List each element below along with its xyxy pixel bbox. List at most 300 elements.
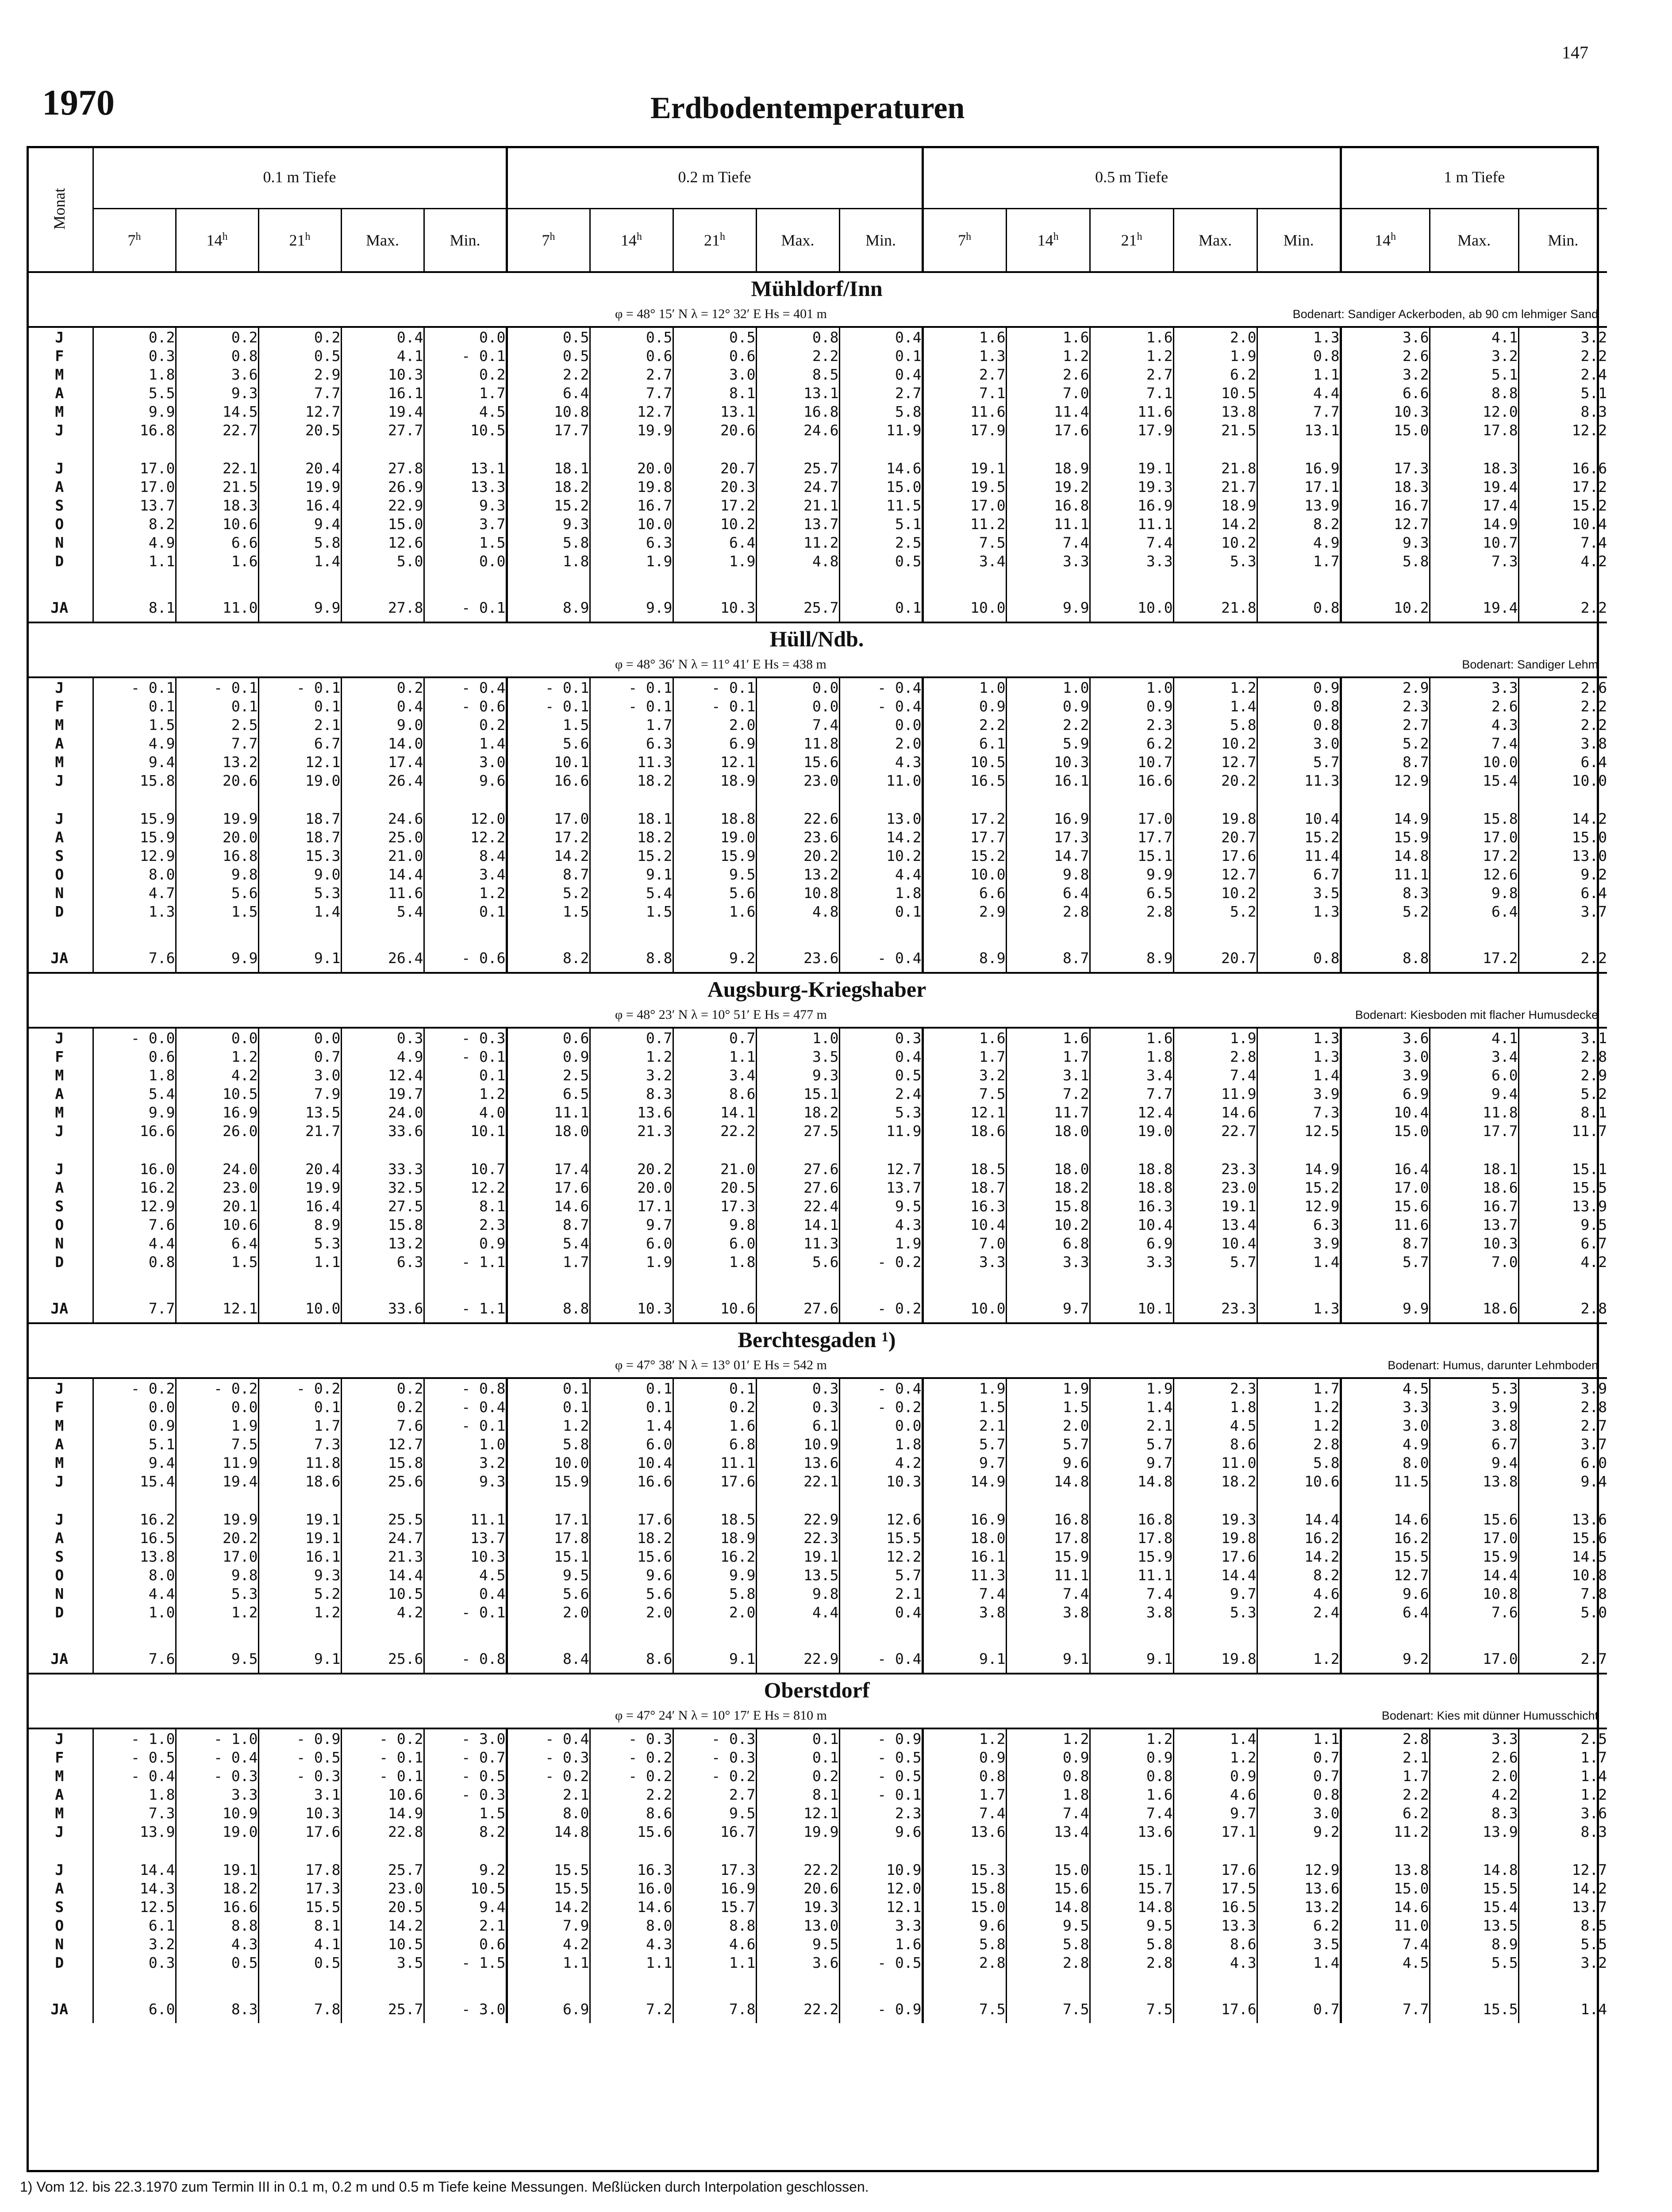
value-cell: 9.4: [258, 515, 341, 533]
value-cell: 14.6: [1341, 1897, 1430, 1916]
value-cell: 1.5: [922, 1398, 1006, 1416]
value-cell: 4.9: [93, 533, 176, 552]
value-cell: 8.9: [258, 1215, 341, 1234]
spacer-cell: [1518, 1621, 1607, 1644]
value-cell: 13.6: [1518, 1510, 1607, 1528]
value-cell: 12.1: [673, 753, 756, 771]
spacer-cell: [922, 790, 1006, 809]
value-cell: 8.3: [1341, 883, 1430, 902]
footnote: 1) Vom 12. bis 22.3.1970 zum Termin III in 0.1 m, 0.2 m und 0.5 m Tiefe keine Messungen. Meßlücken durch Interpolation geschlossen.: [20, 2179, 869, 2195]
value-cell: 2.2: [1518, 697, 1607, 715]
value-cell: 5.6: [507, 1584, 590, 1603]
value-cell: 16.9: [673, 1879, 756, 1897]
spacer-cell: [590, 921, 673, 944]
value-cell: 17.0: [176, 1547, 258, 1566]
value-cell: 9.4: [93, 1453, 176, 1472]
value-cell: 15.8: [1006, 1197, 1090, 1215]
value-cell: 25.7: [341, 1860, 424, 1879]
month-label: JA: [50, 949, 69, 967]
value-cell: 6.4: [1430, 902, 1518, 921]
value-cell: - 3.0: [424, 1728, 507, 1748]
value-cell: 10.2: [1173, 734, 1257, 753]
value-cell: 9.4: [1518, 1472, 1607, 1490]
value-cell: 9.9: [1090, 865, 1173, 883]
value-cell: 12.7: [1518, 1860, 1607, 1879]
spacer-cell: [341, 570, 424, 593]
spacer-row: [27, 570, 1607, 593]
monat-label: Monat: [50, 188, 69, 230]
value-cell: 7.7: [1257, 402, 1341, 421]
value-cell: 24.6: [756, 421, 839, 439]
value-cell: 7.3: [93, 1804, 176, 1822]
value-cell: 21.8: [1173, 459, 1257, 477]
value-cell: 9.5: [756, 1935, 839, 1953]
value-cell: 33.6: [341, 1121, 424, 1140]
value-cell: 7.6: [341, 1416, 424, 1435]
value-cell: 15.0: [1341, 1121, 1430, 1140]
value-cell: 15.2: [1518, 496, 1607, 515]
value-cell: 17.0: [1090, 809, 1173, 828]
value-cell: - 0.4: [93, 1767, 176, 1785]
value-cell: 1.4: [1090, 1398, 1173, 1416]
value-cell: 8.5: [1518, 1916, 1607, 1935]
month-label: A: [55, 1786, 64, 1803]
value-cell: - 0.4: [424, 677, 507, 697]
value-cell: 9.7: [1173, 1584, 1257, 1603]
value-cell: 7.6: [93, 1644, 176, 1674]
value-cell: 11.6: [922, 402, 1006, 421]
spacer-cell: [424, 921, 507, 944]
value-cell: 1.0: [756, 1028, 839, 1047]
value-cell: 15.0: [1341, 421, 1430, 439]
value-cell: - 1.1: [424, 1252, 507, 1271]
value-cell: 10.4: [590, 1453, 673, 1472]
value-cell: 0.5: [839, 552, 922, 570]
value-cell: 21.1: [756, 496, 839, 515]
value-cell: 1.3: [1257, 1294, 1341, 1323]
spacer-cell: [1257, 1621, 1341, 1644]
value-cell: 10.0: [1430, 753, 1518, 771]
value-cell: 16.2: [1257, 1528, 1341, 1547]
value-cell: 10.6: [176, 515, 258, 533]
value-cell: 12.0: [1430, 402, 1518, 421]
value-cell: 10.3: [341, 365, 424, 384]
value-cell: 22.1: [756, 1472, 839, 1490]
value-cell: 18.9: [1173, 496, 1257, 515]
value-cell: 5.8: [1006, 1935, 1090, 1953]
value-cell: 2.2: [1518, 944, 1607, 973]
value-cell: 7.4: [1090, 1584, 1173, 1603]
month-label: J: [55, 459, 64, 477]
spacer-cell: [839, 921, 922, 944]
value-cell: 8.6: [590, 1644, 673, 1674]
value-cell: 15.6: [1430, 1510, 1518, 1528]
value-cell: 1.6: [176, 552, 258, 570]
value-cell: 11.5: [1341, 1472, 1430, 1490]
value-cell: 12.9: [1257, 1860, 1341, 1879]
value-cell: 5.7: [922, 1435, 1006, 1453]
value-cell: 16.9: [1006, 809, 1090, 828]
value-cell: 19.9: [258, 1178, 341, 1197]
value-cell: 10.4: [1090, 1215, 1173, 1234]
soil-type: Bodenart: Sandiger Ackerboden, ab 90 cm lehmiger Sand: [1292, 307, 1599, 321]
value-cell: 16.4: [1341, 1160, 1430, 1178]
value-cell: 9.7: [1173, 1804, 1257, 1822]
value-cell: 9.3: [176, 384, 258, 402]
value-cell: 27.8: [341, 459, 424, 477]
month-row: [27, 1767, 1607, 1785]
value-cell: 7.4: [922, 1804, 1006, 1822]
value-cell: 9.9: [1006, 593, 1090, 622]
value-cell: 18.5: [673, 1510, 756, 1528]
value-cell: 3.9: [1518, 1378, 1607, 1398]
value-cell: 2.6: [1430, 1748, 1518, 1767]
value-cell: 12.7: [590, 402, 673, 421]
value-cell: 5.4: [93, 1084, 176, 1103]
month-row: [27, 1398, 1607, 1416]
value-cell: 8.2: [507, 944, 590, 973]
spacer-cell: [1006, 1271, 1090, 1294]
month-label: A: [55, 1179, 64, 1196]
spacer-cell: [258, 439, 341, 459]
value-cell: 0.1: [93, 697, 176, 715]
value-cell: 4.3: [839, 753, 922, 771]
spacer-cell: [1341, 1621, 1430, 1644]
spacer-cell: [1006, 1621, 1090, 1644]
value-cell: 13.6: [1090, 1822, 1173, 1841]
value-cell: 7.7: [93, 1294, 176, 1323]
value-cell: - 0.2: [507, 1767, 590, 1785]
hour-suffix: h: [637, 231, 642, 242]
value-cell: 4.2: [1430, 1785, 1518, 1804]
spacer-cell: [1173, 570, 1257, 593]
value-cell: 0.3: [93, 346, 176, 365]
month-row: [27, 1953, 1607, 1972]
value-cell: 0.8: [1257, 944, 1341, 973]
value-cell: 11.0: [1173, 1453, 1257, 1472]
value-cell: 1.0: [1006, 677, 1090, 697]
spacer-cell: [1090, 921, 1173, 944]
value-cell: 11.1: [1341, 865, 1430, 883]
value-cell: 10.5: [922, 753, 1006, 771]
value-cell: 3.0: [1257, 1804, 1341, 1822]
value-cell: 9.6: [922, 1916, 1006, 1935]
month-label: A: [55, 384, 64, 402]
spacer-cell: [27, 1140, 93, 1160]
value-cell: 1.3: [1257, 1028, 1341, 1047]
month-row: [27, 1103, 1607, 1121]
spacer-cell: [1090, 1490, 1173, 1510]
spacer-cell: [1430, 1841, 1518, 1860]
value-cell: 13.9: [1257, 496, 1341, 515]
station-coordinates: φ = 47° 24′ N λ = 10° 17′ E Hs = 810 m: [615, 1708, 827, 1723]
value-cell: 1.0: [1090, 677, 1173, 697]
month-label: S: [55, 1898, 64, 1916]
value-cell: 12.1: [839, 1897, 922, 1916]
value-cell: - 0.2: [590, 1748, 673, 1767]
value-cell: 9.8: [1430, 883, 1518, 902]
value-cell: 15.2: [922, 846, 1006, 865]
value-cell: - 0.5: [839, 1748, 922, 1767]
value-cell: 14.8: [507, 1822, 590, 1841]
value-cell: 2.7: [1341, 715, 1430, 734]
value-cell: 5.7: [1341, 1252, 1430, 1271]
value-cell: - 0.4: [839, 677, 922, 697]
spacer-cell: [1006, 439, 1090, 459]
value-cell: 0.4: [341, 697, 424, 715]
value-cell: 17.2: [673, 496, 756, 515]
value-cell: 14.4: [1173, 1566, 1257, 1584]
spacer-cell: [1090, 1972, 1173, 1995]
spacer-cell: [922, 1490, 1006, 1510]
spacer-cell: [507, 790, 590, 809]
value-cell: 17.6: [1006, 421, 1090, 439]
value-cell: 27.6: [756, 1294, 839, 1323]
value-cell: 13.9: [93, 1822, 176, 1841]
month-label: A: [55, 734, 64, 752]
value-cell: 10.7: [1430, 533, 1518, 552]
value-cell: 1.1: [258, 1252, 341, 1271]
spacer-cell: [922, 439, 1006, 459]
value-cell: 16.2: [93, 1510, 176, 1528]
value-cell: 22.9: [756, 1644, 839, 1674]
value-cell: 1.6: [673, 1416, 756, 1435]
value-cell: 19.0: [1090, 1121, 1173, 1140]
month-label: M: [55, 1804, 64, 1822]
value-cell: 17.8: [258, 1860, 341, 1879]
value-cell: 11.7: [1518, 1121, 1607, 1140]
spacer-cell: [176, 1841, 258, 1860]
spacer-cell: [756, 1490, 839, 1510]
hour-21-header: [258, 209, 341, 273]
value-cell: 17.3: [1341, 459, 1430, 477]
value-cell: 10.0: [1518, 771, 1607, 790]
value-cell: 18.7: [922, 1178, 1006, 1197]
value-cell: 1.7: [424, 384, 507, 402]
value-cell: 0.1: [176, 697, 258, 715]
value-cell: 1.9: [839, 1234, 922, 1252]
value-cell: 0.7: [258, 1047, 341, 1066]
spacer-cell: [1090, 790, 1173, 809]
spacer-cell: [1173, 1490, 1257, 1510]
month-row: [27, 1935, 1607, 1953]
value-cell: 1.2: [424, 883, 507, 902]
value-cell: 2.2: [756, 346, 839, 365]
value-cell: 1.7: [1257, 552, 1341, 570]
value-cell: 16.8: [93, 421, 176, 439]
value-cell: 21.0: [341, 846, 424, 865]
value-cell: 2.0: [590, 1603, 673, 1621]
value-cell: 20.7: [1173, 944, 1257, 973]
value-cell: 7.3: [1257, 1103, 1341, 1121]
value-cell: 9.2: [1341, 1644, 1430, 1674]
value-cell: 5.5: [1430, 1953, 1518, 1972]
value-cell: 0.5: [176, 1953, 258, 1972]
value-cell: 18.6: [1430, 1178, 1518, 1197]
value-cell: 2.7: [1090, 365, 1173, 384]
value-cell: 13.5: [756, 1566, 839, 1584]
value-cell: 12.2: [424, 828, 507, 846]
value-cell: 6.4: [673, 533, 756, 552]
value-cell: 0.2: [341, 677, 424, 697]
value-cell: 13.9: [1518, 1197, 1607, 1215]
month-label: J: [55, 1122, 64, 1140]
value-cell: 0.0: [424, 552, 507, 570]
value-cell: 4.2: [507, 1935, 590, 1953]
value-cell: 5.8: [507, 1435, 590, 1453]
value-cell: 7.1: [1090, 384, 1173, 402]
value-cell: 6.7: [1257, 865, 1341, 883]
value-cell: 6.5: [507, 1084, 590, 1103]
value-cell: - 0.1: [424, 346, 507, 365]
value-cell: 14.6: [590, 1897, 673, 1916]
station-name: Mühldorf/Inn: [27, 272, 1607, 304]
month-row: [27, 1453, 1607, 1472]
value-cell: 17.3: [673, 1197, 756, 1215]
spacer-cell: [1518, 790, 1607, 809]
value-cell: 15.1: [1090, 846, 1173, 865]
value-cell: 5.5: [93, 384, 176, 402]
value-cell: 5.6: [176, 883, 258, 902]
value-cell: 15.3: [922, 1860, 1006, 1879]
value-cell: 13.0: [756, 1916, 839, 1935]
hour-value: 14: [1375, 231, 1391, 249]
month-row: [27, 1252, 1607, 1271]
value-cell: 23.0: [756, 771, 839, 790]
value-cell: 23.0: [1173, 1178, 1257, 1197]
spacer-cell: [27, 1271, 93, 1294]
value-cell: 9.9: [673, 1566, 756, 1584]
value-cell: 15.8: [922, 1879, 1006, 1897]
value-cell: 2.8: [1173, 1047, 1257, 1066]
value-cell: 10.0: [922, 593, 1006, 622]
value-cell: 25.6: [341, 1472, 424, 1490]
station-header-row: [27, 622, 1607, 654]
value-cell: 0.1: [258, 697, 341, 715]
value-cell: 8.1: [756, 1785, 839, 1804]
month-label: M: [55, 1066, 64, 1084]
value-cell: 10.0: [1090, 593, 1173, 622]
value-cell: 16.2: [1341, 1528, 1430, 1547]
value-cell: 14.9: [1257, 1160, 1341, 1178]
value-cell: 16.2: [673, 1547, 756, 1566]
value-cell: 9.1: [590, 865, 673, 883]
month-row: [27, 1378, 1607, 1398]
value-cell: 14.2: [341, 1916, 424, 1935]
annual-row: [27, 1294, 1607, 1323]
value-cell: 7.4: [1430, 734, 1518, 753]
value-cell: - 0.1: [590, 697, 673, 715]
spacer-cell: [176, 921, 258, 944]
value-cell: 0.9: [424, 1234, 507, 1252]
value-cell: 1.2: [1173, 677, 1257, 697]
hour-value: 14: [1037, 231, 1053, 249]
value-cell: 10.8: [507, 402, 590, 421]
spacer-cell: [673, 921, 756, 944]
spacer-cell: [507, 1841, 590, 1860]
month-row: [27, 365, 1607, 384]
depth-header-1m: 1 m Tiefe: [1341, 146, 1607, 209]
value-cell: 0.4: [424, 1584, 507, 1603]
value-cell: 0.1: [424, 1066, 507, 1084]
value-cell: 17.8: [1006, 1528, 1090, 1547]
hour-suffix: h: [305, 231, 311, 242]
spacer-cell: [673, 570, 756, 593]
value-cell: 16.7: [590, 496, 673, 515]
value-cell: 8.7: [1341, 1234, 1430, 1252]
value-cell: 16.3: [590, 1860, 673, 1879]
value-cell: 16.0: [93, 1160, 176, 1178]
value-cell: 23.0: [341, 1879, 424, 1897]
spacer-cell: [93, 921, 176, 944]
value-cell: 10.2: [1173, 883, 1257, 902]
month-label: M: [55, 365, 64, 383]
value-cell: 5.8: [673, 1584, 756, 1603]
value-cell: 11.8: [258, 1453, 341, 1472]
value-cell: 16.8: [1006, 496, 1090, 515]
spacer-cell: [1173, 1271, 1257, 1294]
value-cell: 2.9: [1341, 677, 1430, 697]
value-cell: 11.6: [1090, 402, 1173, 421]
value-cell: 16.7: [673, 1822, 756, 1841]
value-cell: 15.2: [1257, 1178, 1341, 1197]
spacer-cell: [258, 1841, 341, 1860]
value-cell: 10.9: [176, 1804, 258, 1822]
spacer-cell: [590, 1140, 673, 1160]
value-cell: 5.8: [507, 533, 590, 552]
value-cell: 6.0: [673, 1234, 756, 1252]
value-cell: 11.1: [1090, 515, 1173, 533]
spacer-cell: [1341, 790, 1430, 809]
value-cell: 10.7: [1090, 753, 1173, 771]
value-cell: 23.6: [756, 828, 839, 846]
spacer-cell: [1006, 1841, 1090, 1860]
value-cell: 0.3: [341, 1028, 424, 1047]
value-cell: 13.7: [839, 1178, 922, 1197]
value-cell: 14.2: [839, 828, 922, 846]
value-cell: 10.6: [176, 1215, 258, 1234]
month-label: J: [55, 1861, 64, 1878]
value-cell: 0.8: [176, 346, 258, 365]
value-cell: 12.7: [839, 1160, 922, 1178]
value-cell: 8.4: [507, 1644, 590, 1674]
value-cell: 3.4: [1090, 1066, 1173, 1084]
value-cell: 15.7: [1090, 1879, 1173, 1897]
value-cell: 0.9: [93, 1416, 176, 1435]
value-cell: 18.6: [258, 1472, 341, 1490]
max-header: Max.: [341, 209, 424, 273]
value-cell: 0.8: [1257, 697, 1341, 715]
value-cell: 7.1: [922, 384, 1006, 402]
value-cell: 3.4: [424, 865, 507, 883]
value-cell: 4.8: [756, 552, 839, 570]
value-cell: 3.8: [1430, 1416, 1518, 1435]
value-cell: 11.7: [1006, 1103, 1090, 1121]
value-cell: 15.8: [341, 1453, 424, 1472]
month-label: N: [55, 534, 64, 551]
value-cell: 14.2: [1518, 809, 1607, 828]
value-cell: 11.0: [1341, 1916, 1430, 1935]
value-cell: 6.3: [341, 1252, 424, 1271]
spacer-cell: [1173, 1841, 1257, 1860]
value-cell: 19.9: [756, 1822, 839, 1841]
value-cell: 14.6: [1173, 1103, 1257, 1121]
spacer-cell: [1430, 570, 1518, 593]
value-cell: 19.5: [922, 477, 1006, 496]
value-cell: 11.9: [839, 421, 922, 439]
value-cell: 2.0: [673, 715, 756, 734]
value-cell: 0.9: [922, 697, 1006, 715]
